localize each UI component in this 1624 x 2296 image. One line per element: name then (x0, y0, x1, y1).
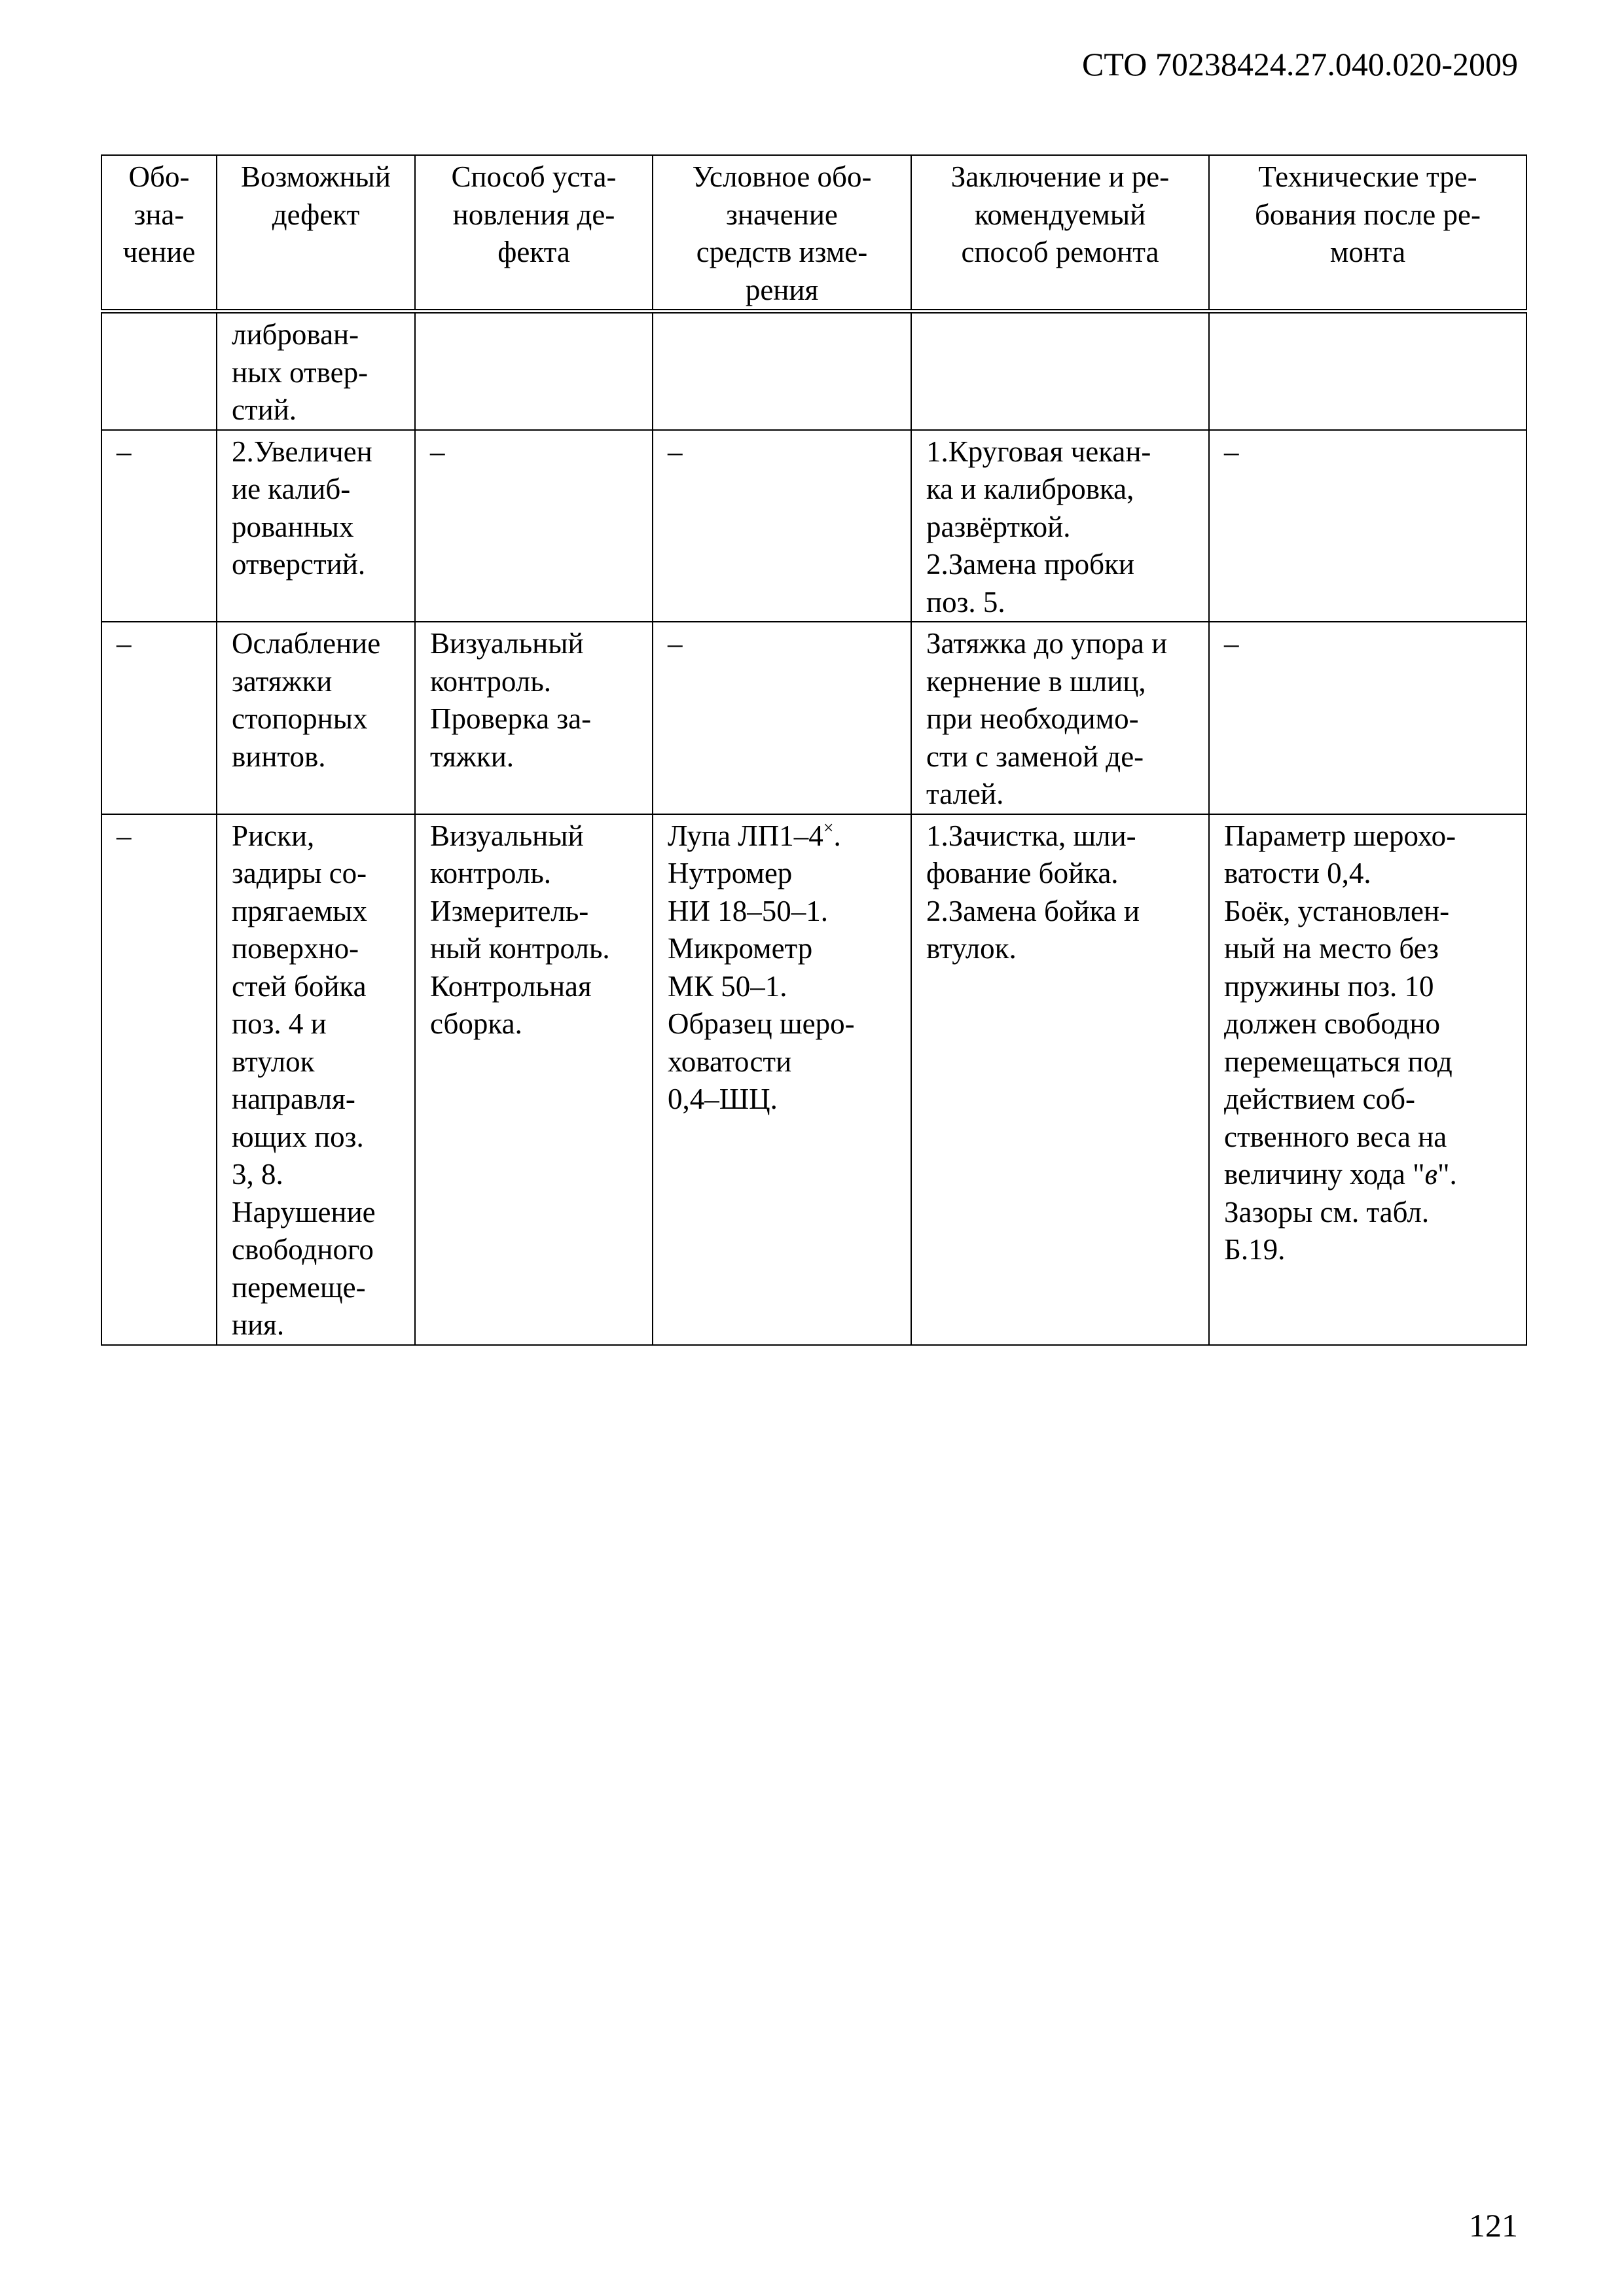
page-number: 121 (1469, 2207, 1518, 2244)
cell-method: Визуальный контроль. Измеритель- ный контроль. Контрольная сборка. (415, 814, 653, 1345)
cell-defect: Ослабление затяжки стопорных винтов. (217, 622, 415, 814)
cell-repair (911, 312, 1209, 430)
header-instruments: Условное обо- значение средств изме- рения (653, 155, 911, 312)
cell-repair: 1.Круговая чекан- ка и калибровка, развёрткой. 2.Замена пробки поз. 5. (911, 430, 1209, 622)
cell-designation (101, 312, 217, 430)
cell-designation: – (101, 430, 217, 622)
defects-table (101, 154, 1527, 1346)
cell-repair: Затяжка до упора и кернение в шлиц, при необходимо- сти с заменой де- талей. (911, 622, 1209, 814)
header-requirements: Технические тре- бования после ре- монта (1209, 155, 1526, 312)
cell-defect: 2.Увеличен ие калиб- рованных отверстий. (217, 430, 415, 622)
cell-requirements (1209, 312, 1526, 430)
cell-designation: – (101, 622, 217, 814)
cell-method (415, 312, 653, 430)
cell-instruments: – (653, 430, 911, 622)
cell-requirements: Параметр шерохо- ватости 0,4. Боёк, установлен- ный на место без пружины поз. 10 должен свободно перемещаться под действием соб- ственного веса на величину хода "в". Зазоры см. табл. Б.19. (1209, 814, 1526, 1345)
table-header-row (101, 155, 1526, 312)
header-method: Способ уста- новления де- фекта (415, 155, 653, 312)
cell-instruments: Лупа ЛП1–4×. Нутромер НИ 18–50–1. Микрометр МК 50–1. Образец шеро- ховатости 0,4–ШЦ. (653, 814, 911, 1345)
header-defect: Возможный дефект (217, 155, 415, 312)
header-repair: Заключение и ре- комендуемый способ ремонта (911, 155, 1209, 312)
cell-defect: Риски, задиры со- прягаемых поверхно- стей бойка поз. 4 и втулок направля- ющих поз. 3, 8. Нарушение свободного перемеще- ния. (217, 814, 415, 1345)
table-row (101, 622, 1526, 814)
table-row (101, 814, 1526, 1345)
cell-repair: 1.Зачистка, шли- фование бойка. 2.Замена бойка и втулок. (911, 814, 1209, 1345)
cell-defect: либрован- ных отвер- стий. (217, 312, 415, 430)
cell-instruments: – (653, 622, 911, 814)
cell-requirements: – (1209, 622, 1526, 814)
table-row (101, 312, 1526, 430)
cell-requirements: – (1209, 430, 1526, 622)
cell-method: – (415, 430, 653, 622)
cell-designation: – (101, 814, 217, 1345)
cell-method: Визуальный контроль. Проверка за- тяжки. (415, 622, 653, 814)
cell-instruments (653, 312, 911, 430)
document-code: СТО 70238424.27.040.020-2009 (1082, 46, 1518, 82)
table-row (101, 430, 1526, 622)
header-designation: Обо- зна- чение (101, 155, 217, 312)
